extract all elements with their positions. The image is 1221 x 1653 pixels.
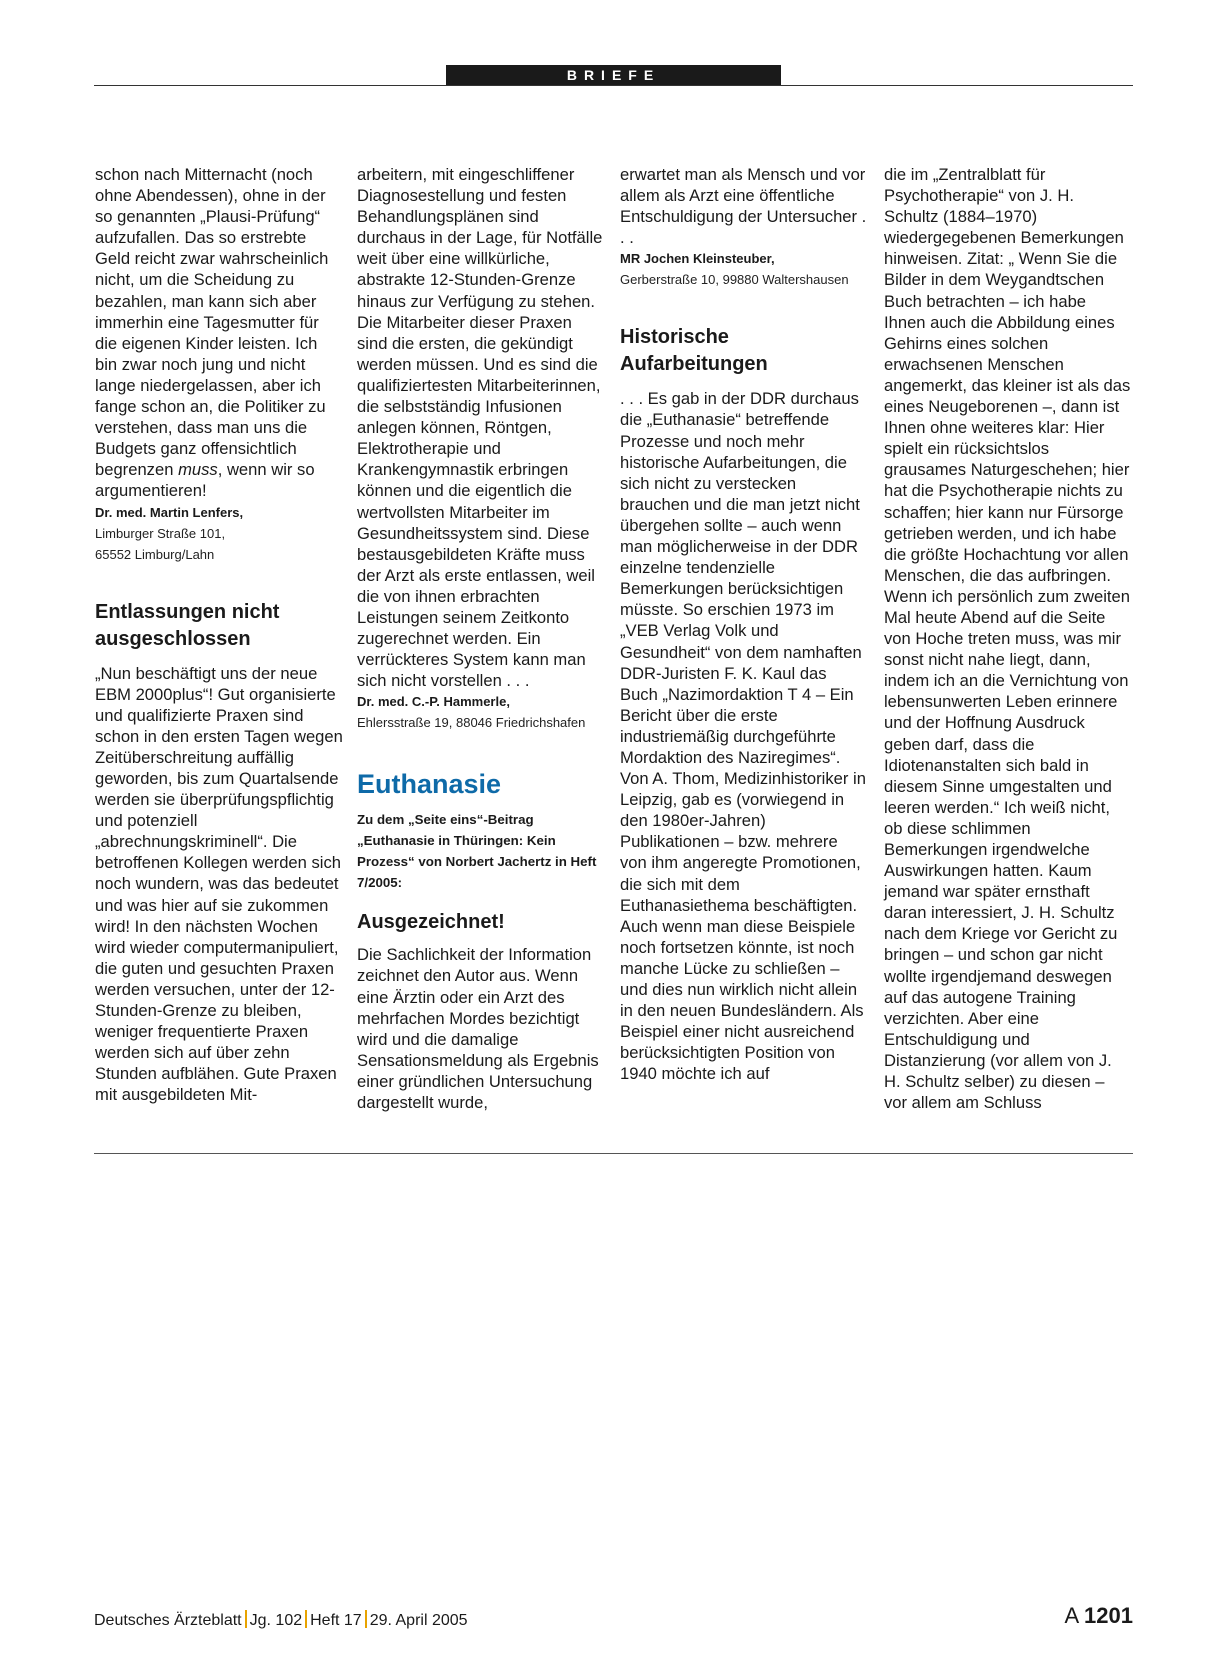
author-address: 65552 Limburg/Lahn [95,546,215,562]
author-name: MR Jochen Kleinsteuber, [620,251,775,267]
letter-text: „Nun beschäftigt uns der neue EBM 2000plus“! Gut organisierte und qualifizierte Praxen sind schon in den ersten Tagen wegen Zeitüberschreitung auffällig geworden, bis zum Quartalsende werden sie überprüfungspflichtig und potenziell „abrechnungskriminell“. Die betroffenen Kollegen werden sich noch wundern, was das bedeutet und was hier auf sie zukommen wird! In den nächsten Wochen wird wieder computermanipuliert, die guten und gesuchten Praxen werden versuchen, unter der 12-Stunden-Grenze zu bleiben, weniger frequentierte Praxen werden sich auf über zehn Stunden aufblähen. Gute Praxen mit ausgebildeten Mit- [95,663,343,1105]
letter-text: die im „Zentralblatt für Psychotherapie“ von J. H. Schultz (1884–1970) wiedergegebenen Bemerkungen hinweisen. Zitat: „ Wenn Sie die Bilder in dem Weygandtschen Buch betrachten – ich habe Ihnen auch die Abbildung eines Gehirns eines solchen erwachsenen Menschen angemerkt, das kleiner ist als das eines Neugeborenen –, dann ist Ihnen ohne weiteres klar: Hier spielt ein rücksichtslos grausames Naturgeschehen; hier hat die Psychotherapie nichts zu schaffen; hier kann nur Fürsorge getrieben werden, und ich habe die größte Hochachtung vor allen Menschen, die das aufbringen. Wenn ich persönlich zum zweiten Mal heute Abend auf die Seite von Hoche treten muss, was mir sonst nicht nahe liegt, dann, indem ich an die Vernichtung von lebensunwerten Leben erinnere und der Hoffnung Ausdruck geben darf, dass die Idiotenanstalten sich bald in diesem Sinne umgestalten und leeren werden.“ Ich weiß nicht, ob diese schlimmen Bemerkungen irgendwelche Auswirkungen hatten. Kaum jemand war später ernsthaft daran interessiert, J. H. Schultz nach dem Kriege vor Gericht zu bringen – und schon gar nicht wollte irgendjemand deswegen auf das autogene Training verzichten. Aber eine Entschuldigung und Distanzierung (vor allem von J. H. Schultz selber) zu diesen – vor allem am Schluss [884,165,1131,1113]
footer-separator [305,1610,307,1628]
letter-text: . . . Es gab in der DDR durchaus die „Euthanasie“ betreffende Prozesse und noch mehr historische Aufarbeitungen, die sich nicht zu verstecken brauchen und die man jetzt nicht übergehen sollte – auch wenn man möglicherweise in der DDR einzelne tendenzielle Bemerkungen berücksichtigen müsste. So erschien 1973 im „VEB Verlag Volk und Gesundheit“ von dem namhaften DDR-Juristen F. K. Kaul das Buch „Nazimordaktion T 4 – Ein Bericht über die erste industriemäßig durchgeführte Mordaktion des Naziregimes“. Von A. Thom, Medizinhistoriker in Leipzig, gab es (vorwiegend in den 1980er-Jahren) Publikationen – bzw. mehrere von ihm angeregte Promotionen, die sich mit dem Euthanasiethema beschäftigten. Auch wenn man diese Beispiele noch fortsetzen könnte, ist noch manche Lücke zu schließen – und dies nun wirklich nicht allein in den neuen Bundesländern. Als Beispiel einer nicht ausreichend berücksichtigten Position von 1940 möchte ich auf [620,389,866,1084]
volume: Jg. 102 [249,1612,303,1629]
footer [94,1610,468,1630]
letter-text: erwartet man als Mensch und vor allem als Arzt eine öffentliche Entschuldigung der Untersucher . . . [620,165,867,248]
bottom-rule [94,1153,1133,1154]
author-name: Dr. med. Martin Lenfers, [95,504,244,520]
article-reference: Zu dem „Seite eins“-Beitrag „Euthanasie in Thüringen: Kein Prozess“ von Norbert Jachertz in Heft 7/2005: [357,812,597,891]
letter-text: Die Sachlichkeit der Information zeichnet den Autor aus. Wenn eine Ärztin oder ein Arzt des mehrfachen Mordes bezichtigt wird und die damalige Sensationsmeldung als Ergebnis einer gründlichen Untersuchung dargestellt wurde, [357,945,599,1112]
page-prefix: A [1064,1603,1078,1628]
column-2 [357,164,605,1113]
emphasis: muss [178,460,218,480]
issue-date: 29. April 2005 [369,1612,468,1629]
letter-text: schon nach Mitternacht (noch ohne Abendessen), ohne in der so genannten „Plausi-Prüfung“ aufzufallen. Das so erstrebte Geld reicht zwar wahrscheinlich nicht, um die Scheidung zu bezahlen, man kann sich aber immerhin eine Tagesmutter für die eigenen Kinder leisten. Ich bin zwar noch jung und nicht lange niedergelassen, aber ich fange schon an, die Politiker zu verstehen, dass man uns die Budgets ganz offensichtlich begrenzen muss, wenn wir so argumentieren! [95,165,329,501]
page-number-value: 1201 [1084,1603,1133,1628]
author-address: Limburger Straße 101, [95,525,226,541]
journal-name: Deutsches Ärzteblatt [94,1612,242,1629]
letter-heading: Entlassungen nicht ausgeschlossen [95,600,280,650]
letter-heading: Historische Aufarbeitungen [620,326,768,376]
letter-heading: Ausgezeichnet! [357,911,505,934]
column-3 [620,164,868,1084]
footer-separator [365,1610,367,1628]
section-tag: BRIEFE [446,65,781,86]
letter-text: arbeitern, mit eingeschliffener Diagnosestellung und festen Behandlungsplänen sind durchaus in der Lage, für Notfälle weit über eine willkürliche, abstrakte 12-Stunden-Grenze hinaus zur Verfügung zu stehen. Die Mitarbeiter dieser Praxen sind die ersten, die gekündigt werden müssen. Und es sind die qualifiziertesten Mitarbeiterinnen, die selbstständig Infusionen anlegen können, Röntgen, Elektrotherapie und Krankengymnastik erbringen können und die eigentlich die wertvollsten Mitarbeiter im Gesundheitssystem sind. Diese bestausgebildeten Kräfte muss der Arzt als erste entlassen, weil die von ihnen erbrachten Leistungen seinem Zeitkonto zugerechnet werden. Ein verrückteres System kann man sich nicht vorstellen . . . [357,165,603,691]
page-number [1064,1603,1133,1629]
header-rule [94,85,1133,86]
topic-heading: Euthanasie [357,769,502,800]
column-4 [884,164,1132,1113]
column-1 [95,164,343,1105]
author-name: Dr. med. C.-P. Hammerle, [357,694,510,710]
author-address: Gerberstraße 10, 99880 Waltershausen [620,272,849,288]
footer-separator [245,1610,247,1628]
issue: Heft 17 [310,1612,362,1629]
author-address: Ehlersstraße 19, 88046 Friedrichshafen [357,715,586,731]
